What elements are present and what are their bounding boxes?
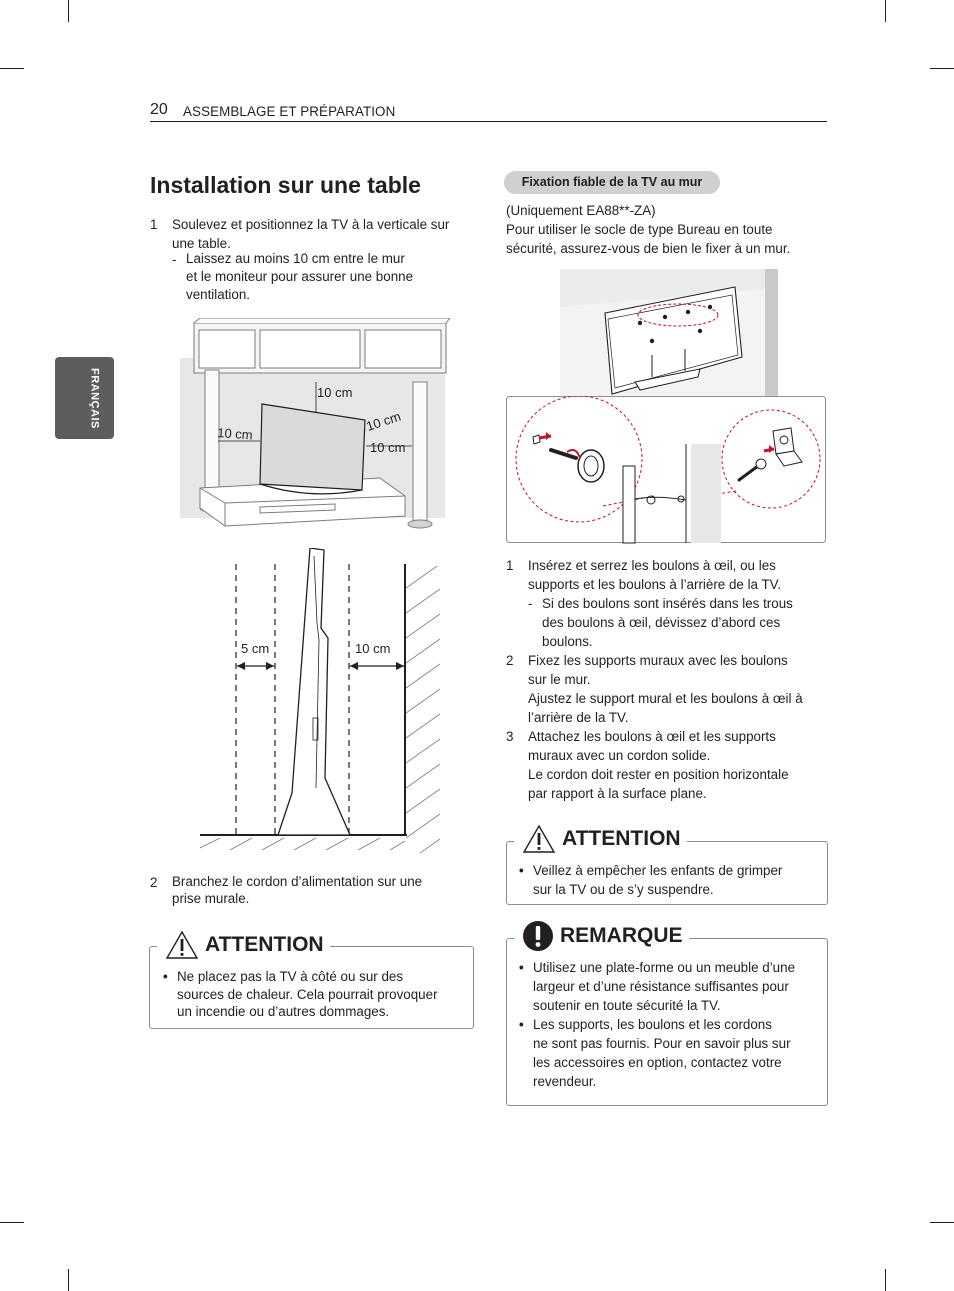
- note-text: [186, 250, 413, 304]
- crop-mark: [885, 1269, 886, 1291]
- step-number: 1: [506, 558, 514, 573]
- remarque-text: [533, 958, 795, 1015]
- text-line: sources de chaleur. Cela pourrait provoquer: [177, 986, 438, 1002]
- step-number: 2: [506, 653, 514, 668]
- exclamation-icon: [522, 920, 554, 952]
- wall-mount-tv-illustration: [560, 269, 778, 397]
- text-line: Attachez les boulons à œil et les supports: [528, 729, 776, 744]
- attention-header: [157, 924, 330, 966]
- section-header: ASSEMBLAGE ET PRÉPARATION: [183, 104, 396, 119]
- text-line: Fixez les supports muraux avec les boulons: [528, 653, 788, 668]
- clearance-label: 5 cm: [241, 641, 270, 656]
- warning-icon: [165, 930, 199, 960]
- text-line: revendeur.: [533, 1074, 597, 1089]
- dash: -: [172, 252, 177, 267]
- remarque-header: [514, 914, 689, 958]
- step-number: 2: [150, 875, 158, 890]
- text-line: ne sont pas fournis. Pour en savoir plus sur: [533, 1036, 791, 1051]
- language-tab-label: FRANÇAIS: [88, 367, 101, 429]
- attention-title: ATTENTION: [562, 827, 681, 850]
- text-line: muraux avec un cordon solide.: [528, 748, 711, 763]
- crop-mark: [885, 0, 886, 22]
- text-line: sur la TV ou de s’y suspendre.: [533, 882, 714, 897]
- text-line: Laissez au moins 10 cm entre le mur: [186, 251, 405, 266]
- bullet: •: [519, 960, 524, 975]
- page-number: 20: [150, 101, 168, 118]
- step-text: [528, 727, 828, 803]
- text-line: des boulons à œil, dévissez d’abord ces: [542, 615, 781, 630]
- text-line: ventilation.: [186, 287, 251, 302]
- text-line: sécurité, assurez-vous de bien le fixer à un mur.: [506, 241, 791, 256]
- bullet: •: [163, 969, 168, 984]
- text-line: boulons.: [542, 634, 593, 649]
- step-text: [172, 873, 472, 907]
- bullet: •: [519, 1017, 524, 1032]
- text-line: les accessoires en option, contactez votre: [533, 1055, 782, 1070]
- dash: -: [528, 596, 533, 611]
- text-line: Soulevez et positionnez la TV à la verticale sur: [172, 217, 450, 232]
- crop-mark: [930, 68, 954, 69]
- clearance-label: 10 cm: [370, 440, 406, 455]
- text-line: un incendie ou d’autres dommages.: [177, 1004, 390, 1019]
- text-line: sur le mur.: [528, 672, 591, 687]
- text-line: l’arrière de la TV.: [528, 710, 629, 725]
- attention-header: [514, 818, 687, 860]
- text-line: Le cordon doit rester en position horizontale: [528, 767, 789, 782]
- text-line: prise murale.: [172, 891, 250, 906]
- text-line: Ajustez le support mural et les boulons à œil à: [528, 691, 803, 706]
- clearance-label: 10 cm: [355, 641, 391, 656]
- attention-title: ATTENTION: [205, 933, 324, 956]
- clearance-label: 10 cm: [317, 385, 353, 400]
- text-line: et le moniteur pour assurer une bonne: [186, 269, 414, 284]
- clearance-label: 10 cm: [216, 425, 254, 443]
- text-line: supports et les boulons à l’arrière de la TV.: [528, 577, 782, 592]
- text-line: Pour utiliser le socle de type Bureau en toute: [506, 222, 773, 237]
- clearance-label: 10 cm: [364, 408, 403, 434]
- bullet: •: [519, 863, 524, 878]
- eye-bolt-detail-illustration: [506, 396, 826, 544]
- text-line: Insérez et serrez les boulons à œil, ou les: [528, 558, 776, 573]
- text-line: soutenir en toute sécurité la TV.: [533, 998, 721, 1013]
- crop-mark: [0, 1222, 24, 1223]
- section-pill: Fixation fiable de la TV au mur: [504, 171, 720, 194]
- intro-text: [506, 201, 826, 258]
- attention-text: [533, 861, 782, 899]
- text-line: Utilisez une plate-forme ou un meuble d’une: [533, 960, 796, 975]
- text-line: Veillez à empêcher les enfants de grimper: [533, 863, 783, 878]
- remarque-title: REMARQUE: [560, 924, 683, 947]
- side-clearance-illustration: [200, 548, 440, 853]
- step-text: [172, 215, 482, 253]
- note-text: [542, 594, 793, 651]
- crop-mark: [68, 0, 69, 22]
- text-line: (Uniquement EA88**-ZA): [506, 203, 656, 218]
- remarque-text: [533, 1015, 791, 1091]
- text-line: largeur et d’une résistance suffisantes pour: [533, 979, 789, 994]
- text-line: une table.: [172, 236, 231, 251]
- table-setup-illustration: [180, 318, 455, 533]
- page-title: Installation sur une table: [150, 172, 421, 198]
- step-text: [528, 651, 828, 727]
- step-number: 3: [506, 729, 514, 744]
- text-line: Ne placez pas la TV à côté ou sur des: [177, 969, 404, 984]
- text-line: Branchez le cordon d’alimentation sur une: [172, 874, 423, 889]
- header-rule: [150, 121, 827, 122]
- warning-icon: [522, 824, 556, 854]
- attention-text: [177, 968, 438, 1021]
- crop-mark: [0, 68, 24, 69]
- text-line: par rapport à la surface plane.: [528, 786, 707, 801]
- crop-mark: [930, 1222, 954, 1223]
- step-text: [528, 556, 828, 594]
- text-line: Si des boulons sont insérés dans les trous: [542, 596, 793, 611]
- step-number: 1: [150, 217, 158, 232]
- text-line: Les supports, les boulons et les cordons: [533, 1017, 772, 1032]
- crop-mark: [68, 1269, 69, 1291]
